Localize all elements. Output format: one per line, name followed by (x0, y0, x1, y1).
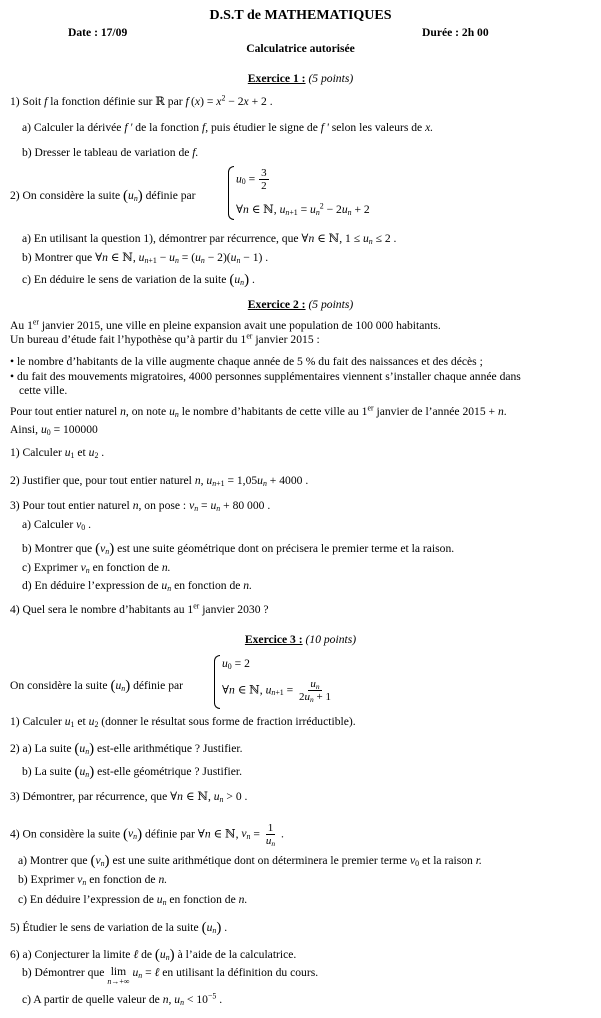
ex2-question-1: 1) Calculer $u_1$ et $u_2$ . (10, 446, 105, 460)
ex1-question-2a: a) En utilisant la question 1), démontrer par récurrence, que ∀n ∈ ℕ, $1 \le u_n \le 2$ . (22, 232, 397, 246)
ex1-question-2: 2) On considère la suite $(u_n)$ définie par (10, 188, 196, 204)
ex2-question-4: 4) Quel sera le nombre d’habitants au 1er janvier 2030 ? (10, 601, 269, 616)
ex3-question-1: 1) Calculer $u_1$ et $u_2$ (donner le résultat sous forme de fraction irréductible). (10, 715, 356, 729)
ex3-question-6c: c) A partir de quelle valeur de n, $u_n < 10^{-5}$ . (22, 991, 223, 1007)
ex2-bullet-2: • du fait des mouvements migratoires, 4000 personnes supplémentaires viennent s’installer chaque année dans (10, 370, 521, 383)
ex3-question-2a: 2) a) La suite $(u_n)$ est-elle arithmétique ? Justifier. (10, 741, 243, 757)
ex3-question-3: 3) Démontrer, par récurrence, que ∀n ∈ ℕ, $u_n > 0$ . (10, 790, 248, 804)
ex2-question-3a: a) Calculer $v_0$ . (22, 518, 91, 532)
ex1-question-2c: c) En déduire le sens de variation de la suite $(u_n)$ . (22, 272, 255, 288)
ex2-question-2: 2) Justifier que, pour tout entier naturel n, $u_{n+1} = 1,05u_n + 4000$ . (10, 474, 309, 488)
ex3-question-6a: 6) a) Conjecturer la limite ℓ de $(u_n)$ à l’aide de la calculatrice. (10, 947, 297, 963)
ex3-system-brace (214, 655, 220, 709)
ex2-intro-line-2: Un bureau d’étude fait l’hypothèse qu’à partir du 1er janvier 2015 : (10, 331, 320, 346)
ex1-question-1a: a) Calculer la dérivée f ' de la fonction f, puis étudier le signe de f ' selon les valeurs de x. (22, 121, 434, 134)
page-title: D.S.T de MATHEMATIQUES (209, 8, 392, 23)
ex2-definition: Pour tout entier naturel n, on note $u_n$ le nombre d’habitants de cette ville au 1er janvier de l’année 2015 + n. (10, 403, 507, 419)
ex1-system-brace (228, 166, 234, 220)
ex1-question-1b: b) Dresser le tableau de variation de f. (22, 146, 199, 159)
exercise-3-heading: Exercice 3 : (10 points) (244, 633, 357, 646)
ex1-question-1: 1) Soit f la fonction définie sur ℝ par f $(x) = x^2 - 2x + 2$ . (10, 93, 273, 108)
exercise-1-heading: Exercice 1 : (5 points) (247, 72, 354, 85)
ex3-system-line-1: $u_0 = 2$ (222, 657, 250, 671)
ex2-bullet-2-cont: cette ville. (19, 384, 68, 397)
ex3-question-2b: b) La suite $(u_n)$ est-elle géométrique ? Justifier. (22, 764, 243, 780)
exam-date: Date : 17/09 (68, 26, 128, 39)
ex3-system-line-2: ∀n ∈ ℕ, $u_{n+1}$ = $\frac{u_n}{2u_n + 1}$ (222, 678, 331, 704)
ex2-initial-value: Ainsi, $u_0 = 100000$ (10, 423, 98, 437)
ex3-question-4b: b) Exprimer $v_n$ en fonction de n. (18, 873, 168, 887)
ex2-question-3c: c) Exprimer $v_n$ en fonction de n. (22, 561, 171, 575)
ex1-system-line-2: ∀n ∈ ℕ, $u_{n+1} = u_n^2 - 2u_n + 2$ (236, 201, 370, 217)
ex3-intro: On considère la suite $(u_n)$ définie par (10, 678, 183, 694)
ex2-question-3d: d) En déduire l’expression de $u_n$ en fonction de n. (22, 579, 252, 593)
ex3-question-6b: b) Démontrer que lim n→+∞ $u_n$ = ℓ en utilisant la définition du cours. (22, 965, 319, 986)
exam-duration: Durée : 2h 00 (422, 26, 489, 39)
ex3-question-4a: a) Montrer que $(v_n)$ est une suite arithmétique dont on déterminera le premier terme $v_0$ et la raison r. (18, 853, 482, 869)
ex2-intro-line-1: Au 1er janvier 2015, une ville en pleine expansion avait une population de 100 000 habitants. (10, 317, 441, 332)
ex2-question-3b: b) Montrer que $(v_n)$ est une suite géométrique dont on précisera le premier terme et la raison. (22, 541, 455, 557)
ex3-question-4: 4) On considère la suite $(v_n)$ définie par ∀n ∈ ℕ, $v_n$ = $\frac{1}{u_n}$ . (10, 822, 284, 848)
ex3-question-5: 5) Étudier le sens de variation de la suite $(u_n)$ . (10, 920, 228, 936)
ex3-question-4c: c) En déduire l’expression de $u_n$ en fonction de n. (18, 893, 248, 907)
ex1-system-line-1: $u_0$ = $\frac{3}{2}$ (236, 167, 267, 193)
ex2-bullet-1: • le nombre d’habitants de la ville augmente chaque année de 5 % du fait des naissances et des décès ; (10, 355, 483, 368)
calculator-note: Calculatrice autorisée (246, 42, 355, 55)
exercise-2-heading: Exercice 2 : (5 points) (247, 298, 354, 311)
ex1-question-2b: b) Montrer que ∀n ∈ ℕ, $u_{n+1} - u_n = (u_n - 2)(u_n - 1)$ . (22, 251, 269, 265)
ex2-question-3: 3) Pour tout entier naturel n, on pose : $v_n = u_n + 80$ 000 . (10, 499, 271, 513)
